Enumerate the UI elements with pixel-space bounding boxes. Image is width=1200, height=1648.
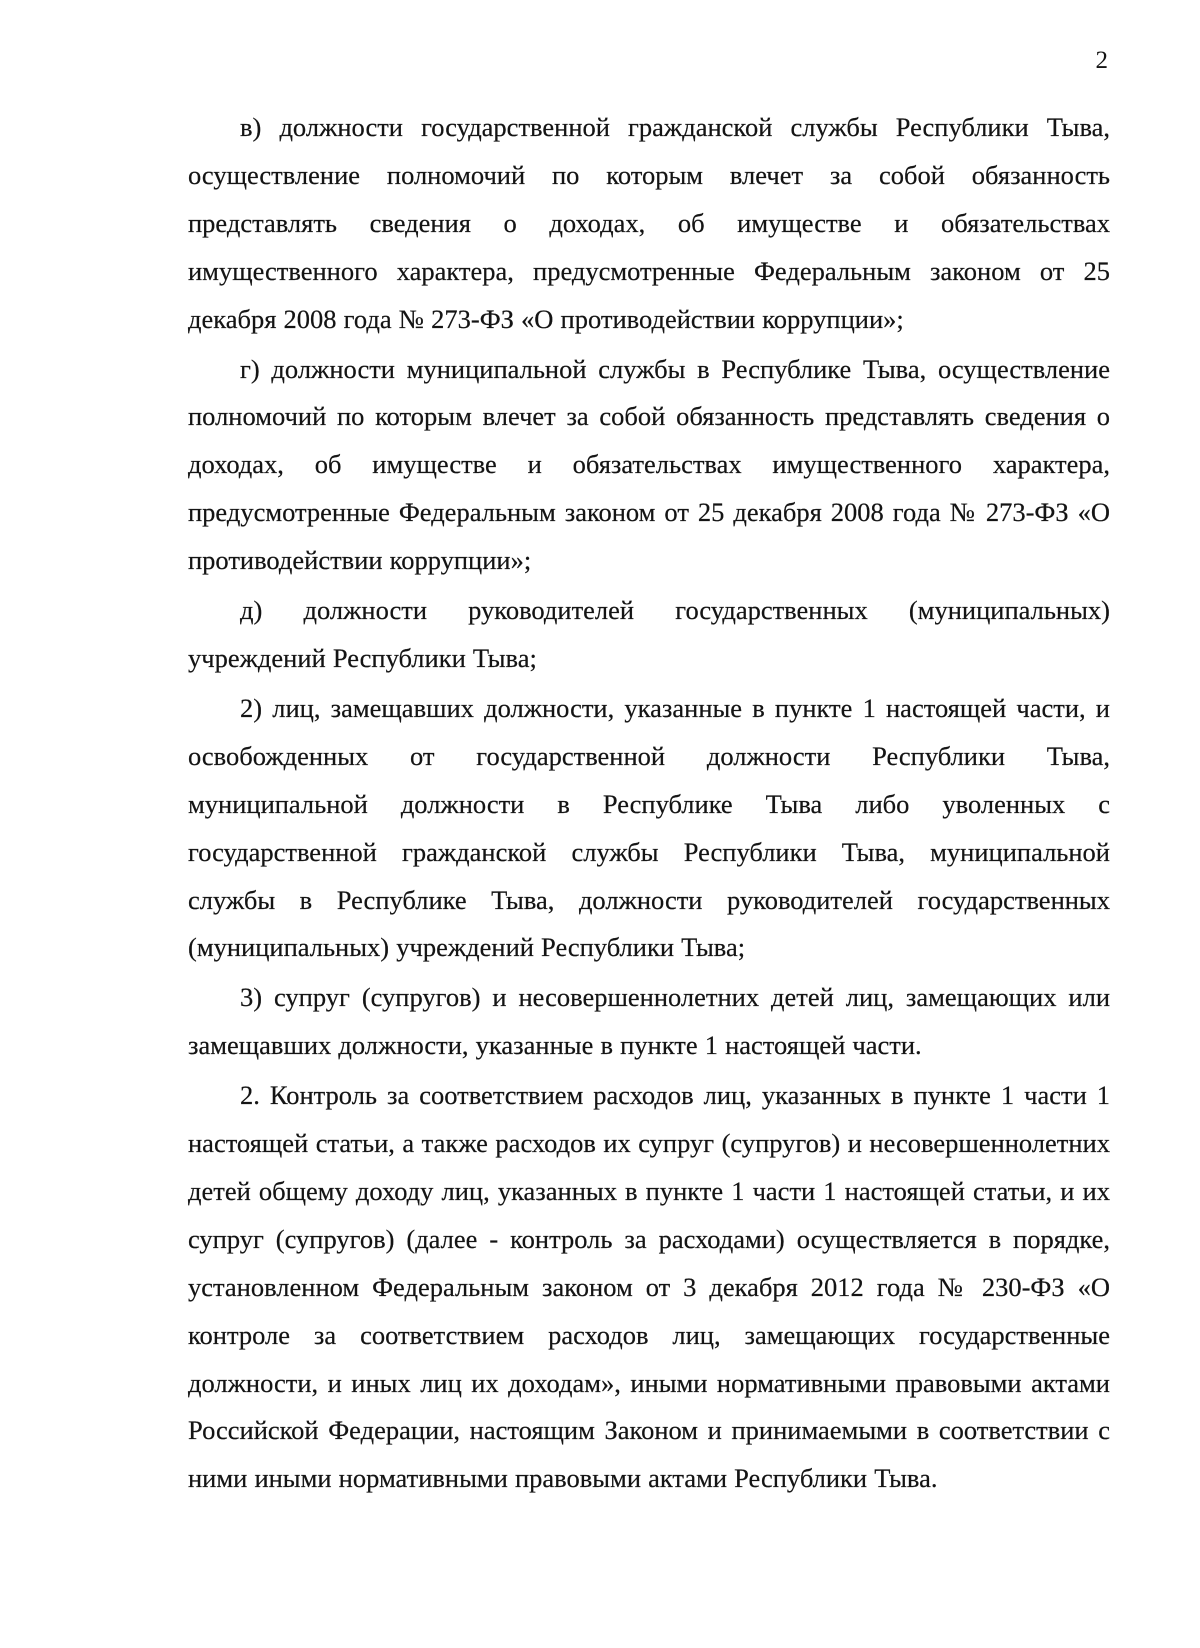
paragraph-expense-control: 2. Контроль за соответствием расходов лиц, указанных в пункте 1 части 1 настоящей статьи, а также расходов их супруг (супругов) и несовершеннолетних детей общему доходу лиц, указанных в пункте 1 части 1 настоящей статьи, и их супруг (супругов) (далее - контроль за расходами) осуществляется в порядке, установленном Федеральным законом от 3 декабря 2012 года № 230-ФЗ «О контроле за соответствием расходов лиц, замещающих государственные должности, и иных лиц их доходам», иными нормативными правовыми актами Российской Федерации, настоящим Законом и принимаемыми в соответствии с ними иными нормативными правовыми актами Республики Тыва. <box>188 1080 1110 1494</box>
paragraph-d-institution-heads: д) должности руководителей государственных (муниципальных) учреждений Республики Тыва; <box>188 595 1110 673</box>
paragraph-v-civil-service-positions: в) должности государственной гражданской службы Республики Тыва, осуществление полномочий по которым влечет за собой обязанность представлять сведения о доходах, об имуществе и обязательствах имущественного характера, предусмотренные Федеральным законом от 25 декабря 2008 года № 273-ФЗ «О противодействии коррупции»; <box>188 112 1110 334</box>
page-number: 2 <box>1095 47 1108 74</box>
paragraph-3-spouses-and-children: 3) супруг (супругов) и несовершеннолетних детей лиц, замещающих или замещавших должности, указанные в пункте 1 настоящей части. <box>188 982 1110 1061</box>
paragraph-g-municipal-service-positions: г) должности муниципальной службы в Республике Тыва, осуществление полномочий по которым влечет за собой обязанность представлять сведения о доходах, об имуществе и обязательствах имущественного характера, предусмотренные Федеральным законом от 25 декабря 2008 года № 273-ФЗ «О противодействии коррупции»; <box>188 353 1110 576</box>
paragraph-2-former-officials: 2) лиц, замещавших должности, указанные в пункте 1 настоящей части, и освобожденных от государственной должности Республики Тыва, муниципальной должности в Республике Тыва либо уволенных с государственной гражданской службы Республики Тыва, муниципальной службы в Республике Тыва, должности руководителей государственных (муниципальных) учреждений Республики Тыва; <box>188 692 1110 963</box>
document-body <box>188 104 1110 1505</box>
